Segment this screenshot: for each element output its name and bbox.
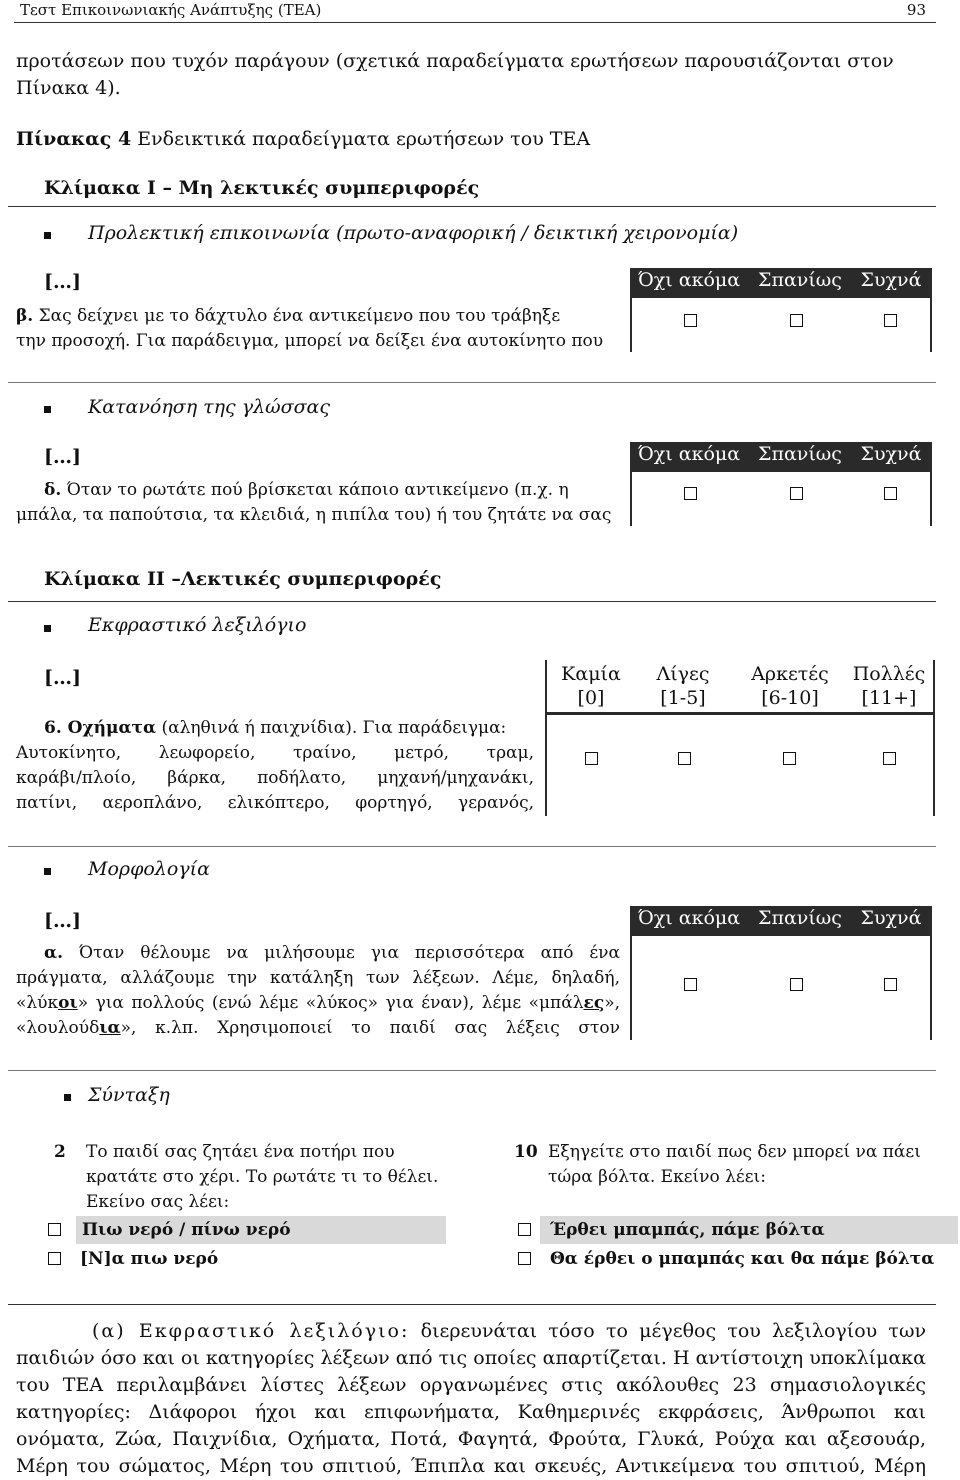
amount-header-many (846, 662, 932, 710)
amount-header-many-label: Πολλές (852, 663, 926, 685)
freq-header-rarely: Σπανίως (758, 907, 842, 929)
syntax-item-2-option-2: [Ν]α πιω νερό (80, 1249, 219, 1269)
checkbox-many[interactable] (883, 752, 896, 765)
column-divider (545, 660, 547, 716)
question-d-number: δ. (44, 480, 62, 500)
intro-line-2: Πίνακα 4). (16, 77, 121, 99)
amount-header-none-label: Καμία (561, 663, 621, 685)
checkbox-not-yet[interactable] (684, 487, 697, 500)
closing-line-4: κατηγορίες: Διάφοροι ήχοι και επιφωνήματα, Καθημερινές εκφράσεις, Άνθρωποι και (16, 1401, 926, 1423)
syntax-item-2-prompt: Το παιδί σας ζητάει ένα ποτήρι που κρατάτε στο χέρι. Το ρωτάτε τι το θέλει. Εκείνο σας λέει: (86, 1142, 439, 1212)
freq-header-often: Συχνά (860, 269, 922, 291)
bullet-icon (44, 406, 51, 413)
checkbox-rarely[interactable] (790, 487, 803, 500)
intro-paragraph (16, 48, 936, 102)
checkbox-often[interactable] (884, 487, 897, 500)
question-b-line-1: Σας δείχνει με το δάχτυλο ένα αντικείμενο που του τράβηξε (38, 306, 561, 326)
bullet-icon (44, 625, 51, 632)
question-a-number: α. (44, 943, 64, 963)
question-b (16, 304, 626, 354)
amount-header-many-range: [11+] (861, 687, 917, 709)
question-6 (16, 716, 534, 816)
section-title-syntax: Σύνταξη (88, 1084, 170, 1106)
section-title-comprehension: Κατανόηση της γλώσσας (88, 396, 331, 418)
section-rule (8, 1070, 936, 1071)
freq-header-rarely: Σπανίως (758, 443, 842, 465)
bullet-icon (44, 868, 51, 875)
amount-header-underline (545, 712, 935, 715)
column-divider (630, 936, 632, 1040)
freq-header-not-yet: Όχι ακόμα (637, 269, 741, 291)
closing-lead: (α) Εκφραστικό λεξιλόγιο: (92, 1320, 410, 1342)
amount-header-few (640, 662, 726, 710)
table-caption: Ενδεικτικά παραδείγματα ερωτήσεων του ΤΕΑ (137, 128, 591, 150)
syntax-item-10-number: 10 (514, 1142, 538, 1162)
checkbox-often[interactable] (884, 978, 897, 991)
freq-header-not-yet: Όχι ακόμα (637, 443, 741, 465)
amount-header-few-label: Λίγες (656, 663, 710, 685)
question-6-number: 6. Οχήματα (44, 718, 157, 738)
bullet-icon (44, 232, 51, 239)
column-divider (933, 660, 935, 816)
amount-header-none (548, 662, 634, 710)
checkbox-option[interactable] (48, 1252, 61, 1265)
ellipsis-marker: […] (44, 446, 81, 468)
syntax-item-10-option-2: Θα έρθει ο μπαμπάς και θα πάμε βόλτα (550, 1249, 935, 1269)
column-divider (930, 472, 932, 526)
amount-header-none-range: [0] (577, 687, 605, 709)
column-divider (630, 298, 632, 352)
question-b-line-2: την προσοχή. Για παράδειγμα, μπορεί να δείξει ένα αυτοκίνητο που (16, 331, 604, 351)
checkbox-rarely[interactable] (790, 978, 803, 991)
checkbox-none[interactable] (585, 752, 598, 765)
ellipsis-marker: […] (44, 271, 81, 293)
header-rule (14, 22, 936, 23)
question-b-number: β. (16, 306, 34, 326)
question-d-line-2: μπάλα, τα παπούτσια, τα κλειδιά, η πιπίλα του) ή του ζητάτε να σας (16, 505, 612, 525)
checkbox-several[interactable] (783, 752, 796, 765)
running-header-title: Τεστ Επικοινωνιακής Ανάπτυξης (ΤΕΑ) (20, 1, 322, 19)
question-a-line-4: «λουλούδια», κ.λπ. Χρησιμοποιεί το παιδί σας λέξεις στον (16, 1018, 620, 1038)
scale-2-heading: Κλίμακα ΙΙ –Λεκτικές συμπεριφορές (44, 568, 442, 590)
intro-line-1: προτάσεων που τυχόν παράγουν (σχετικά παραδείγματα ερωτήσεων παρουσιάζονται στον (16, 50, 894, 72)
closing-line-6: Μέρη του σώματος, Μέρη του σπιτιού, Έπιπλα και σκευές, Αντικείμενα του σπιτιού, Μέρη (16, 1455, 926, 1477)
scale-2-rule (8, 601, 936, 602)
closing-line-5: ονόματα, Ζώα, Παιχνίδια, Οχήματα, Ποτά, Φαγητά, Φρούτα, Γλυκά, Ρούχα και αξεσουάρ, (16, 1428, 926, 1450)
closing-line-1: διερευνάται τόσο το μέγεθος του λεξιλογίου των (409, 1320, 926, 1342)
syntax-item-2-number: 2 (54, 1142, 66, 1162)
amount-header-several-range: [6-10] (761, 687, 819, 709)
syntax-item-10-option-1: Έρθει μπαμπάς, πάμε βόλτα (550, 1220, 825, 1240)
freq-header-often: Συχνά (860, 907, 922, 929)
question-6-line-4: πατίνι, αεροπλάνο, ελικόπτερο, φορτηγό, γερανός, (16, 793, 534, 813)
closing-line-2: παιδιών όσο και οι κατηγορίες λέξεων από τις οποίες απαρτίζεται. Η αντίστοιχη υποκλίμακα (16, 1347, 926, 1369)
column-divider (930, 298, 932, 352)
section-title-prelinguistic (88, 222, 738, 244)
question-a-line-1: Όταν θέλουμε να μιλήσουμε για περισσότερα από ένα (78, 943, 620, 963)
closing-line-3: του ΤΕΑ περιλαμβάνει λίστες λέξεων οργανωμένες στις ακόλουθες 23 σημασιολογικές (16, 1374, 926, 1396)
amount-header-several (738, 662, 842, 710)
checkbox-rarely[interactable] (790, 314, 803, 327)
syntax-item-2-option-1: Πιω νερό / πίνω νερό (82, 1220, 291, 1240)
question-6-line-2: Αυτοκίνητο, λεωφορείο, τραίνο, μετρό, τραμ, (16, 743, 534, 763)
question-6-line-3: καράβι/πλοίο, βάρκα, ποδήλατο, μηχανή/μηχανάκι, (16, 768, 534, 788)
checkbox-not-yet[interactable] (684, 314, 697, 327)
checkbox-not-yet[interactable] (684, 978, 697, 991)
question-a-line-2: πράγματα, αλλάζουμε την κατάληξη των λέξεων. Λέμε, δηλαδή, (16, 968, 620, 988)
freq-header-rarely: Σπανίως (758, 269, 842, 291)
checkbox-option[interactable] (518, 1223, 531, 1236)
freq-header-often: Συχνά (860, 443, 922, 465)
page-number: 93 (906, 1, 926, 19)
ellipsis-marker: […] (44, 667, 81, 689)
column-divider (630, 472, 632, 526)
section-rule (8, 382, 936, 383)
closing-paragraph (16, 1318, 926, 1480)
ellipsis-marker: […] (44, 910, 81, 932)
bullet-icon (64, 1094, 71, 1101)
syntax-item-10-prompt: Εξηγείτε στο παιδί πως δεν μπορεί να πάει τώρα βόλτα. Εκείνο λέει: (548, 1142, 921, 1187)
amount-header-several-label: Αρκετές (751, 663, 829, 685)
column-divider (545, 716, 547, 816)
scale-1-rule (8, 206, 936, 207)
section-title-prelinguistic-text: Προλεκτική επικοινωνία (πρωτο-αναφορική / δεικτική χειρονομία) (88, 222, 739, 244)
table-bottom-rule (8, 1304, 936, 1305)
amount-header-few-range: [1-5] (660, 687, 706, 709)
checkbox-few[interactable] (678, 752, 691, 765)
freq-header-not-yet: Όχι ακόμα (637, 907, 741, 929)
column-divider (930, 936, 932, 1040)
scale-1-heading: Κλίμακα Ι – Μη λεκτικές συμπεριφορές (44, 177, 480, 199)
question-a (16, 941, 620, 1041)
table-number: Πίνακας 4 (16, 128, 132, 150)
question-d (44, 478, 624, 503)
checkbox-option[interactable] (48, 1223, 61, 1236)
question-d-line-1: Όταν το ρωτάτε πού βρίσκεται κάποιο αντικείμενο (π.χ. η (66, 480, 569, 500)
question-6-line-1: (αληθινά ή παιχνίδια). Για παράδειγμα: (156, 718, 507, 738)
section-rule (8, 846, 936, 847)
checkbox-often[interactable] (884, 314, 897, 327)
question-a-line-3: «λύκοι» για πολλούς (ενώ λέμε «λύκος» για έναν), λέμε «μπάλες», (16, 993, 620, 1013)
checkbox-option[interactable] (518, 1252, 531, 1265)
section-title-morphology: Μορφολογία (88, 858, 210, 880)
table-title (16, 126, 590, 153)
section-title-expressive-vocabulary: Εκφραστικό λεξιλόγιο (88, 614, 307, 636)
